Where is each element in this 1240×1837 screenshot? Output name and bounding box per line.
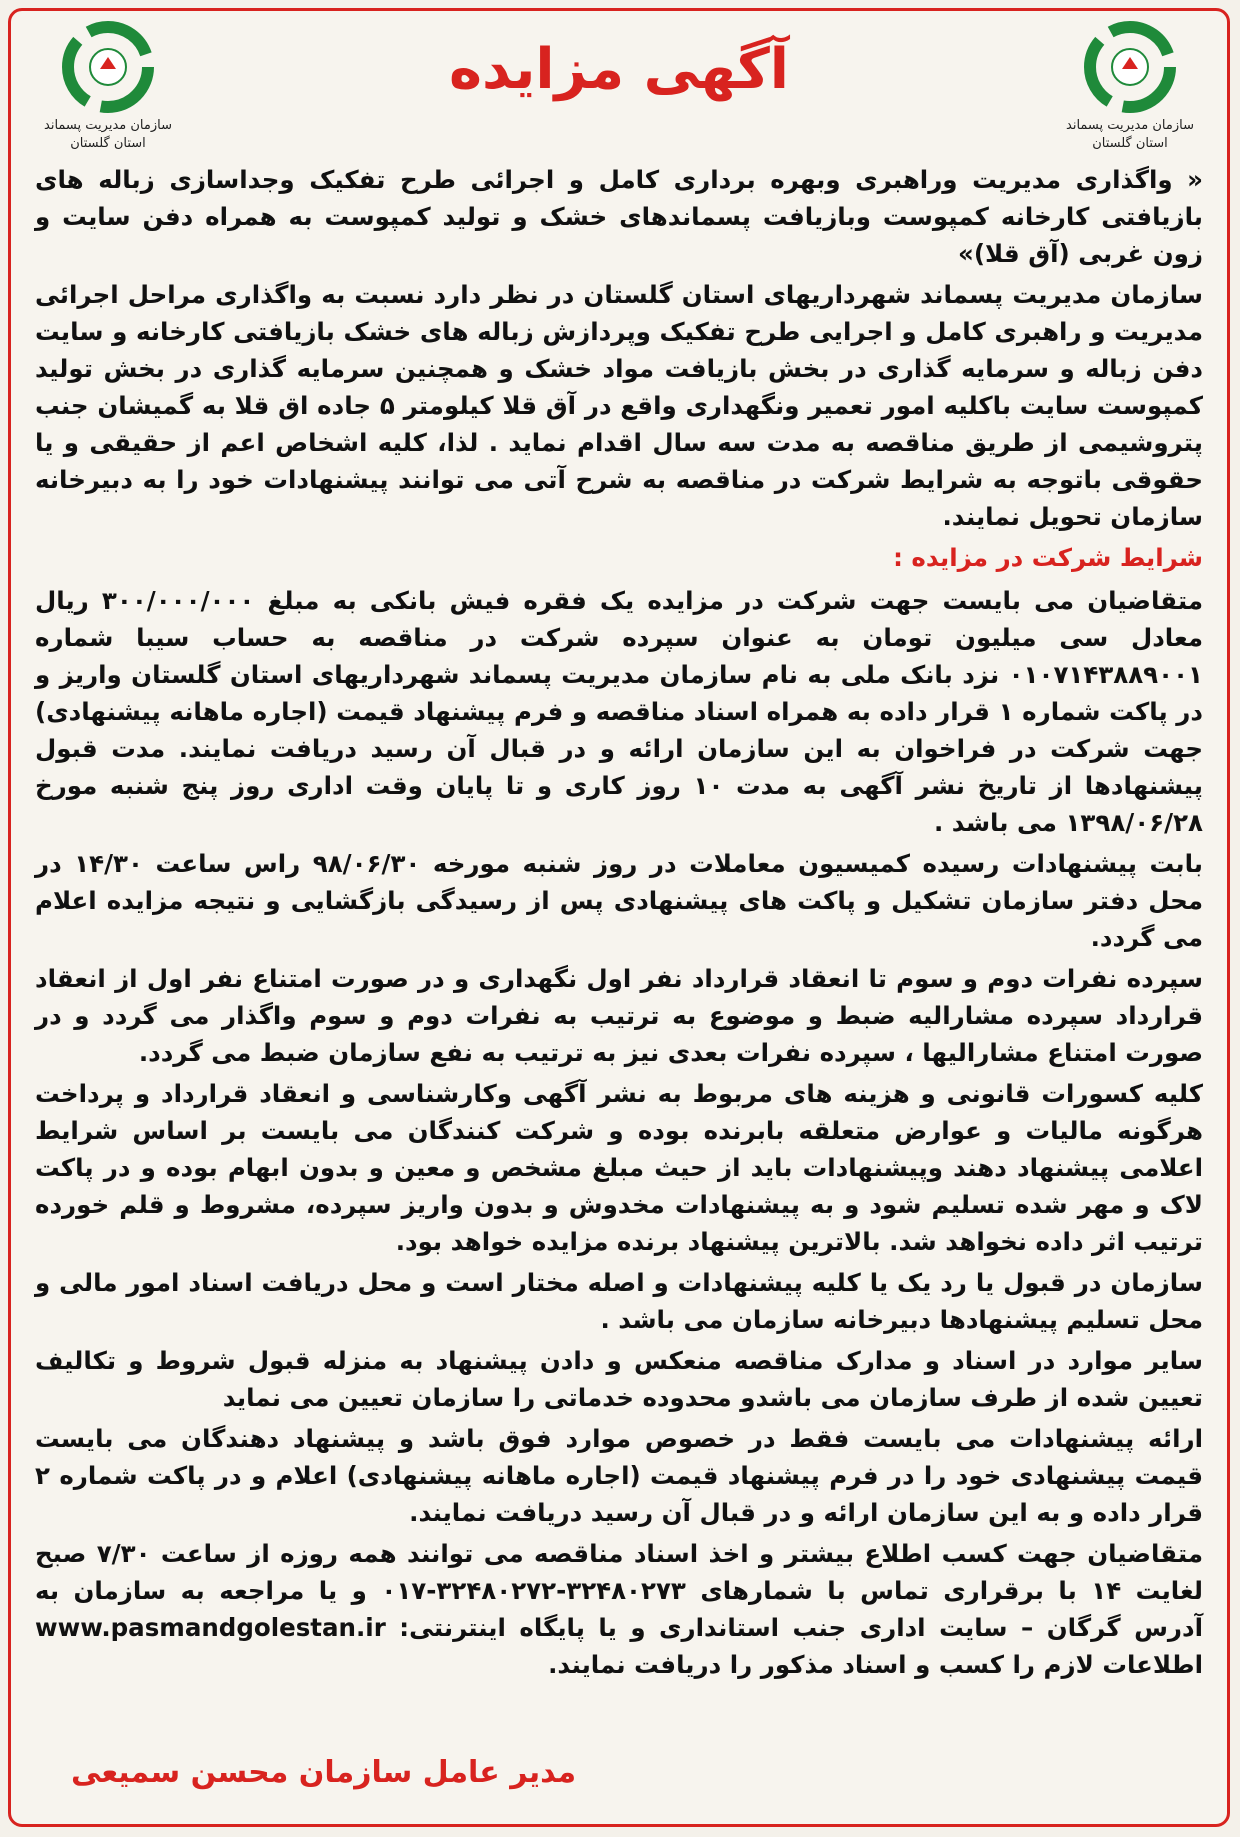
logo-org-name <box>1055 117 1205 153</box>
contact-paragraph: متقاضیان جهت کسب اطلاع بیشتر و اخذ اسناد مناقصه می توانند همه روزه از ساعت ۷/۳۰ صبح لغایت ۱۴ با برقراری تماس با شمارهای ۳۲۴۸۰۲۷۳-۳۲۴۸۰۲۷۲-۰۱۷ و یا مراجعه به سازمان به آدرس گرگان – سایت اداری جنب استانداری و یا پایگاه اینترنتی: www.pasmandgolestan.ir اطلاعات لازم را کسب و اسناد مذکور را دریافت نمایند. <box>35 1539 1204 1679</box>
org-logo-right <box>1055 19 1205 153</box>
deposit-forfeit-paragraph: سپرده نفرات دوم و سوم تا انعقاد قرارداد نفر اول نگهداری و در صورت امتناع نفر اول از انعقاد قرارداد سپرده مشارالیه ضبط و موضوع به ترتیب به نفرات دوم و سوم واگذار می گردد و در صورت امتناع مشارالیها ، سپرده نفرات بعدی نیز به ترتیب به نفع سازمان ضبط می گردد. <box>35 964 1203 1067</box>
logo-org-line1: سازمان مدیریت پسماند <box>44 118 172 133</box>
notice-body <box>35 161 1203 1687</box>
logo-org-line2: استان گلستان <box>70 136 146 151</box>
logo-org-line1: سازمان مدیریت پسماند <box>1066 118 1194 133</box>
commission-paragraph: بابت پیشنهادات رسیده کمیسیون معاملات در روز شنبه مورخه ۹۸/۰۶/۳۰ راس ساعت ۱۴/۳۰ در محل دفتر سازمان تشکیل و پاکت های پیشنهادی پس از رسیدگی بازگشایی و نتیجه مزایده اعلام می گردد. <box>35 849 1203 952</box>
other-terms-paragraph: سایر موارد در اسناد و مدارک مناقصه منعکس و دادن پیشنهاد به منزله قبول شروط و تکالیف تعیین شده از طرف سازمان می باشدو محدوده خدماتی را سازمان تعیین می نماید <box>35 1346 1203 1412</box>
signature: مدیر عامل سازمان محسن سمیعی <box>71 1755 577 1790</box>
conditions-heading: شرایط شرکت در مزایده : <box>893 543 1203 572</box>
costs-paragraph: کلیه کسورات قانونی و هزینه های مربوط به نشر آگهی وکارشناسی و انعقاد قرارداد و پرداخت هرگونه مالیات و عوارض متعلقه بابرنده بوده و شرکت کنندگان می بایست بر اساس شرایط اعلامی پیشنهاد دهند وپیشنهادات باید از حیث مبلغ مشخص و معین و بدون ابهام بوده و در پاکت لاک و مهر شده تسلیم شود و به پیشنهادات مخدوش و بدون واریز سپرده، مشروط و قلم خورده ترتیب اثر داده نخواهد شد. بالاترین پیشنهاد برنده مزایده خواهد بود. <box>35 1079 1203 1256</box>
recycle-logo-icon <box>1082 19 1178 115</box>
rights-paragraph: سازمان در قبول یا رد یک یا کلیه پیشنهادات و اصله مختار است و محل دریافت اسناد امور مالی و محل تسلیم پیشنهادها دبیرخانه سازمان می باشد . <box>35 1268 1203 1334</box>
notice-frame <box>8 8 1230 1827</box>
price-form-paragraph: ارائه پیشنهادات می بایست فقط در خصوص موارد فوق باشد و پیشنهاد دهندگان می بایست قیمت پیشنهادی خود را در فرم پیشنهاد قیمت (اجاره ماهانه پیشنهادی) اعلام و در پاکت شماره ۲ قرار داده و به این سازمان ارائه و در قبال آن رسید دریافت نمایند. <box>35 1424 1203 1527</box>
page-title: آگهی مزایده <box>448 37 790 102</box>
description-paragraph: سازمان مدیریت پسماند شهرداریهای استان گلستان در نظر دارد نسبت به واگذاری مراحل اجرائی مدیریت و راهبری کامل و اجرایی طرح تفکیک وپردازش زباله های خشک بازیافتی کارخانه و سایت دفن زباله و سرمایه گذاری در بخش بازیافت مواد خشک و همچنین سرمایه گذاری در بخش تولید کمپوست سایت باکلیه امور تعمیر ونگهداری واقع در آق قلا کیلومتر ۵ جاده اق قلا به گمیشان جنب پتروشیمی از طریق مناقصه به مدت سه سال اقدام نماید . لذا، کلیه اشخاص اعم از حقیقی و یا حقوقی باتوجه به شرایط شرکت در مناقصه به شرح آتی می توانند پیشنهادات خود را به دبیرخانه سازمان تحویل نمایند. <box>35 280 1203 531</box>
logo-org-line2: استان گلستان <box>1092 136 1168 151</box>
intro-paragraph: « واگذاری مدیریت وراهبری وبهره برداری کامل و اجرائی طرح تفکیک وجداسازی زباله های بازیافتی کارخانه کمپوست وبازیافت پسماندهای خشک و تولید کمپوست به همراه دفن سایت و زون غربی (آق قلا)» <box>35 165 1203 268</box>
deposit-paragraph: متقاضیان می بایست جهت شرکت در مزایده یک فقره فیش بانکی به مبلغ ۳۰۰/۰۰۰/۰۰۰ ریال معادل سی میلیون تومان به عنوان سپرده شرکت در مناقصه به حساب سیبا شماره ۰۱۰۷۱۴۳۸۸۹۰۰۱ نزد بانک ملی به نام سازمان مدیریت پسماند شهرداریهای استان گلستان واریز و در پاکت شماره ۱ قرار داده به همراه اسناد مناقصه و فرم پیشنهاد قیمت (اجاره ماهانه پیشنهادی) جهت شرکت در فراخوان به این سازمان ارائه و در قبال آن رسید دریافت نمایند. مدت قبول پیشنهادها از تاریخ نشر آگهی به مدت ۱۰ روز کاری و تا پایان وقت اداری روز پنج شنبه مورخ ۱۳۹۸/۰۶/۲۸ می باشد . <box>35 586 1204 837</box>
logo-org-name <box>33 117 183 153</box>
